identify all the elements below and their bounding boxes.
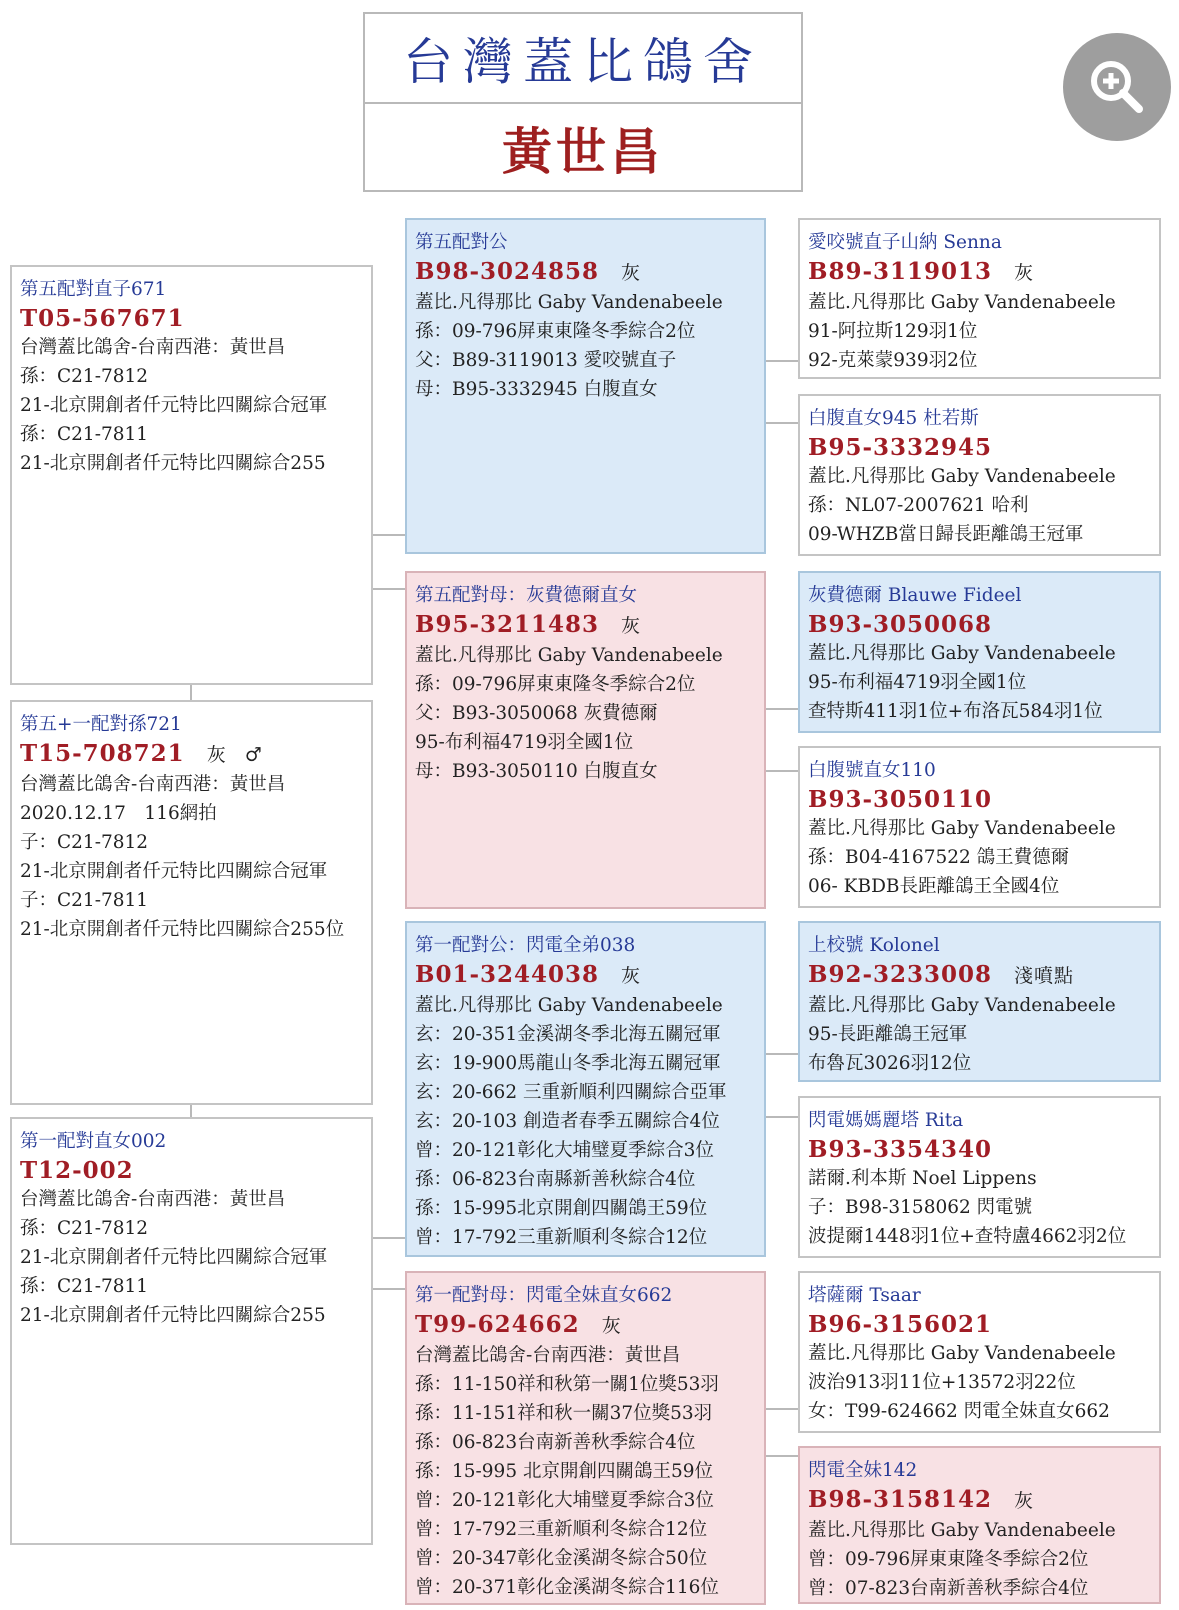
color-label: 灰 [601,1315,622,1337]
box-title: 閃電全妹142 [808,1460,918,1481]
zoom-in-button[interactable] [1063,33,1171,141]
grandparent-142 [798,1446,1161,1604]
info-line: 孫：06-823台南新善秋季綜合4位 [415,1432,696,1453]
info-line: 子：C21-7812 [20,832,149,853]
info-line: 孫：11-151祥和秋一關37位獎53羽 [415,1403,713,1424]
info-line: 玄：20-351金溪湖冬季北海五關冠軍 [415,1024,721,1045]
ring-line [415,610,756,641]
box-title: 上校號 Kolonel [808,935,940,956]
subject-grandson-721 [10,700,373,1105]
info-line: 子：B98-3158062 閃電號 [808,1197,1033,1218]
info-line: 孫：NL07-2007621 哈利 [808,495,1029,516]
info-line: 父：B89-3119013 愛咬號直子 [415,350,677,371]
ring-number: T12-002 [20,1157,134,1184]
info-line: 孫：C21-7811 [20,424,149,445]
ring-line [20,739,363,770]
info-line: 諾爾.利本斯 Noel Lippens [808,1168,1037,1189]
info-line: 母：B93-3050110 白腹直女 [415,761,658,782]
info-line: 蓋比.凡得那比 Gaby Vandenabeele [808,1520,1116,1541]
info-line: 孫：C21-7812 [20,366,149,387]
info-line: 曾：20-347彰化金溪湖冬綜合50位 [415,1548,708,1569]
info-line: 21-北京開創者仟元特比四關綜合冠軍 [20,395,328,416]
color-label: 灰 [1014,262,1035,284]
box-title: 白腹直女945 杜若斯 [808,408,979,429]
ring-number: B89-3119013 [808,258,993,285]
info-line: 曾：20-121彰化大埔璧夏季綜合3位 [415,1490,714,1511]
info-line: 2020.12.17 116網拍 [20,803,217,824]
grandparent-blauwe-fideel [798,571,1161,733]
ring-number: B93-3354340 [808,1136,993,1163]
info-line: 91-阿拉斯129羽1位 [808,321,978,342]
info-line: 台灣蓋比鴿舍-台南西港：黃世昌 [20,1189,286,1210]
box-title: 第五+一配對孫721 [20,714,182,735]
male-icon: ♂ [244,744,263,766]
ring-line [808,960,1151,991]
grandparent-tsaar [798,1271,1161,1433]
parent-dam-pair5 [405,571,766,909]
ring-number: B98-3158142 [808,1486,993,1513]
info-line: 曾：09-796屏東東隆冬季綜合2位 [808,1549,1089,1570]
color-label: 灰 [621,262,642,284]
box-title: 第一配對直女002 [20,1131,167,1152]
ring-number: T15-708721 [20,740,185,767]
pedigree-header [363,12,803,192]
ring-number: B96-3156021 [808,1311,993,1338]
info-line: 21-北京開創者仟元特比四關綜合255 [20,1305,326,1326]
info-line: 布魯瓦3026羽12位 [808,1053,972,1074]
info-line: 台灣蓋比鴿舍-台南西港：黃世昌 [415,1345,681,1366]
info-line: 曾：17-792三重新順利冬綜合12位 [415,1519,708,1540]
info-line: 21-北京開創者仟元特比四關綜合255位 [20,919,345,940]
ring-number: B93-3050110 [808,786,993,813]
info-line: 蓋比.凡得那比 Gaby Vandenabeele [415,292,723,313]
box-title: 第五配對母：灰費德爾直女 [415,585,638,606]
info-line: 孫：06-823台南縣新善秋綜合4位 [415,1169,696,1190]
info-line: 09-WHZB當日歸長距離鴿王冠軍 [808,524,1084,545]
box-title: 灰費德爾 Blauwe Fideel [808,585,1022,606]
info-line: 孫：09-796屏東東隆冬季綜合2位 [415,321,696,342]
info-line: 孫：C21-7811 [20,1276,149,1297]
info-line: 孫：11-150祥和秋第一關1位獎53羽 [415,1374,719,1395]
info-line: 曾：20-121彰化大埔璧夏季綜合3位 [415,1140,714,1161]
loft-name: 台灣蓋比鴿舍 [365,14,801,104]
info-line: 子：C21-7811 [20,890,149,911]
box-title: 塔薩爾 Tsaar [808,1285,921,1306]
box-title: 白腹號直女110 [808,760,936,781]
parent-sire-pair1 [405,921,766,1257]
info-line: 玄：20-662 三重新順利四關綜合亞軍 [415,1082,727,1103]
info-line: 玄：20-103 創造者春季五關綜合4位 [415,1111,720,1132]
info-line: 95-布利福4719羽全國1位 [415,732,634,753]
grandparent-rita [798,1096,1161,1258]
info-line: 21-北京開創者仟元特比四關綜合冠軍 [20,1247,328,1268]
info-line: 曾：07-823台南新善秋季綜合4位 [808,1578,1089,1599]
ring-number: B95-3211483 [415,611,600,638]
info-line: 92-克萊蒙939羽2位 [808,350,978,371]
ring-number: B01-3244038 [415,961,600,988]
info-line: 玄：19-900馬龍山冬季北海五關冠軍 [415,1053,721,1074]
info-line: 21-北京開創者仟元特比四關綜合255 [20,453,326,474]
box-title: 第一配對母：閃電全妹直女662 [415,1285,673,1306]
owner-name: 黃世昌 [502,122,664,181]
info-line: 21-北京開創者仟元特比四關綜合冠軍 [20,861,328,882]
info-line: 蓋比.凡得那比 Gaby Vandenabeele [808,1343,1116,1364]
color-label: 淺噴點 [1014,965,1075,987]
parent-sire-pair5 [405,218,766,554]
ring-number: B98-3024858 [415,258,600,285]
parent-dam-pair1 [405,1271,766,1605]
color-label: 灰 [621,965,642,987]
ring-number: T99-624662 [415,1311,580,1338]
ring-line [415,257,756,288]
info-line: 波治913羽11位+13572羽22位 [808,1372,1076,1393]
info-line: 曾：17-792三重新順利冬綜合12位 [415,1227,708,1248]
info-line: 蓋比.凡得那比 Gaby Vandenabeele [808,466,1116,487]
color-label: 灰 [1014,1490,1035,1512]
info-line: 蓋比.凡得那比 Gaby Vandenabeele [808,818,1116,839]
ring-line [808,1485,1151,1516]
info-line: 曾：20-371彰化金溪湖冬綜合116位 [415,1577,719,1598]
ring-number: B95-3332945 [808,434,993,461]
info-line: 95-布利福4719羽全國1位 [808,672,1027,693]
color-label: 灰 [206,744,227,766]
info-line: 台灣蓋比鴿舍-台南西港：黃世昌 [20,774,286,795]
info-line: 孫：C21-7812 [20,1218,149,1239]
info-line: 95-長距離鴿王冠軍 [808,1024,968,1045]
subject-daughter-002 [10,1117,373,1545]
ring-number: B93-3050068 [808,611,993,638]
info-line: 孫：B04-4167522 鴿王費德爾 [808,847,1070,868]
info-line: 蓋比.凡得那比 Gaby Vandenabeele [415,645,723,666]
box-title: 第五配對公 [415,232,508,253]
info-line: 波提爾1448羽1位+查特盧4662羽2位 [808,1226,1127,1247]
info-line: 查特斯411羽1位+布洛瓦584羽1位 [808,701,1103,722]
info-line: 蓋比.凡得那比 Gaby Vandenabeele [808,643,1116,664]
info-line: 06- KBDB長距離鴿王全國4位 [808,876,1060,897]
info-line: 蓋比.凡得那比 Gaby Vandenabeele [808,292,1116,313]
color-label: 灰 [621,615,642,637]
box-title: 第五配對直子671 [20,279,167,300]
ring-number: B92-3233008 [808,961,993,988]
grandparent-kolonel [798,921,1161,1082]
ring-line [808,257,1151,288]
ring-line [415,960,756,991]
zoom-in-icon [1085,55,1149,119]
grandparent-945 [798,394,1161,556]
subject-son-671 [10,265,373,685]
info-line: 女：T99-624662 閃電全妹直女662 [808,1401,1110,1422]
ring-number: T05-567671 [20,305,185,332]
info-line: 孫：15-995北京開創四關鴿王59位 [415,1198,708,1219]
info-line: 台灣蓋比鴿舍-台南西港：黃世昌 [20,337,286,358]
info-line: 蓋比.凡得那比 Gaby Vandenabeele [415,995,723,1016]
info-line: 母：B95-3332945 白腹直女 [415,379,658,400]
ring-line [415,1310,756,1341]
grandparent-110 [798,746,1161,908]
info-line: 父：B93-3050068 灰費德爾 [415,703,658,724]
box-title: 第一配對公：閃電全弟038 [415,935,636,956]
info-line: 孫：09-796屏東東隆冬季綜合2位 [415,674,696,695]
info-line: 孫：15-995 北京開創四關鴿王59位 [415,1461,714,1482]
info-line: 蓋比.凡得那比 Gaby Vandenabeele [808,995,1116,1016]
box-title: 閃電媽媽麗塔 Rita [808,1110,964,1131]
box-title: 愛咬號直子山納 Senna [808,232,1002,253]
grandparent-senna [798,218,1161,379]
